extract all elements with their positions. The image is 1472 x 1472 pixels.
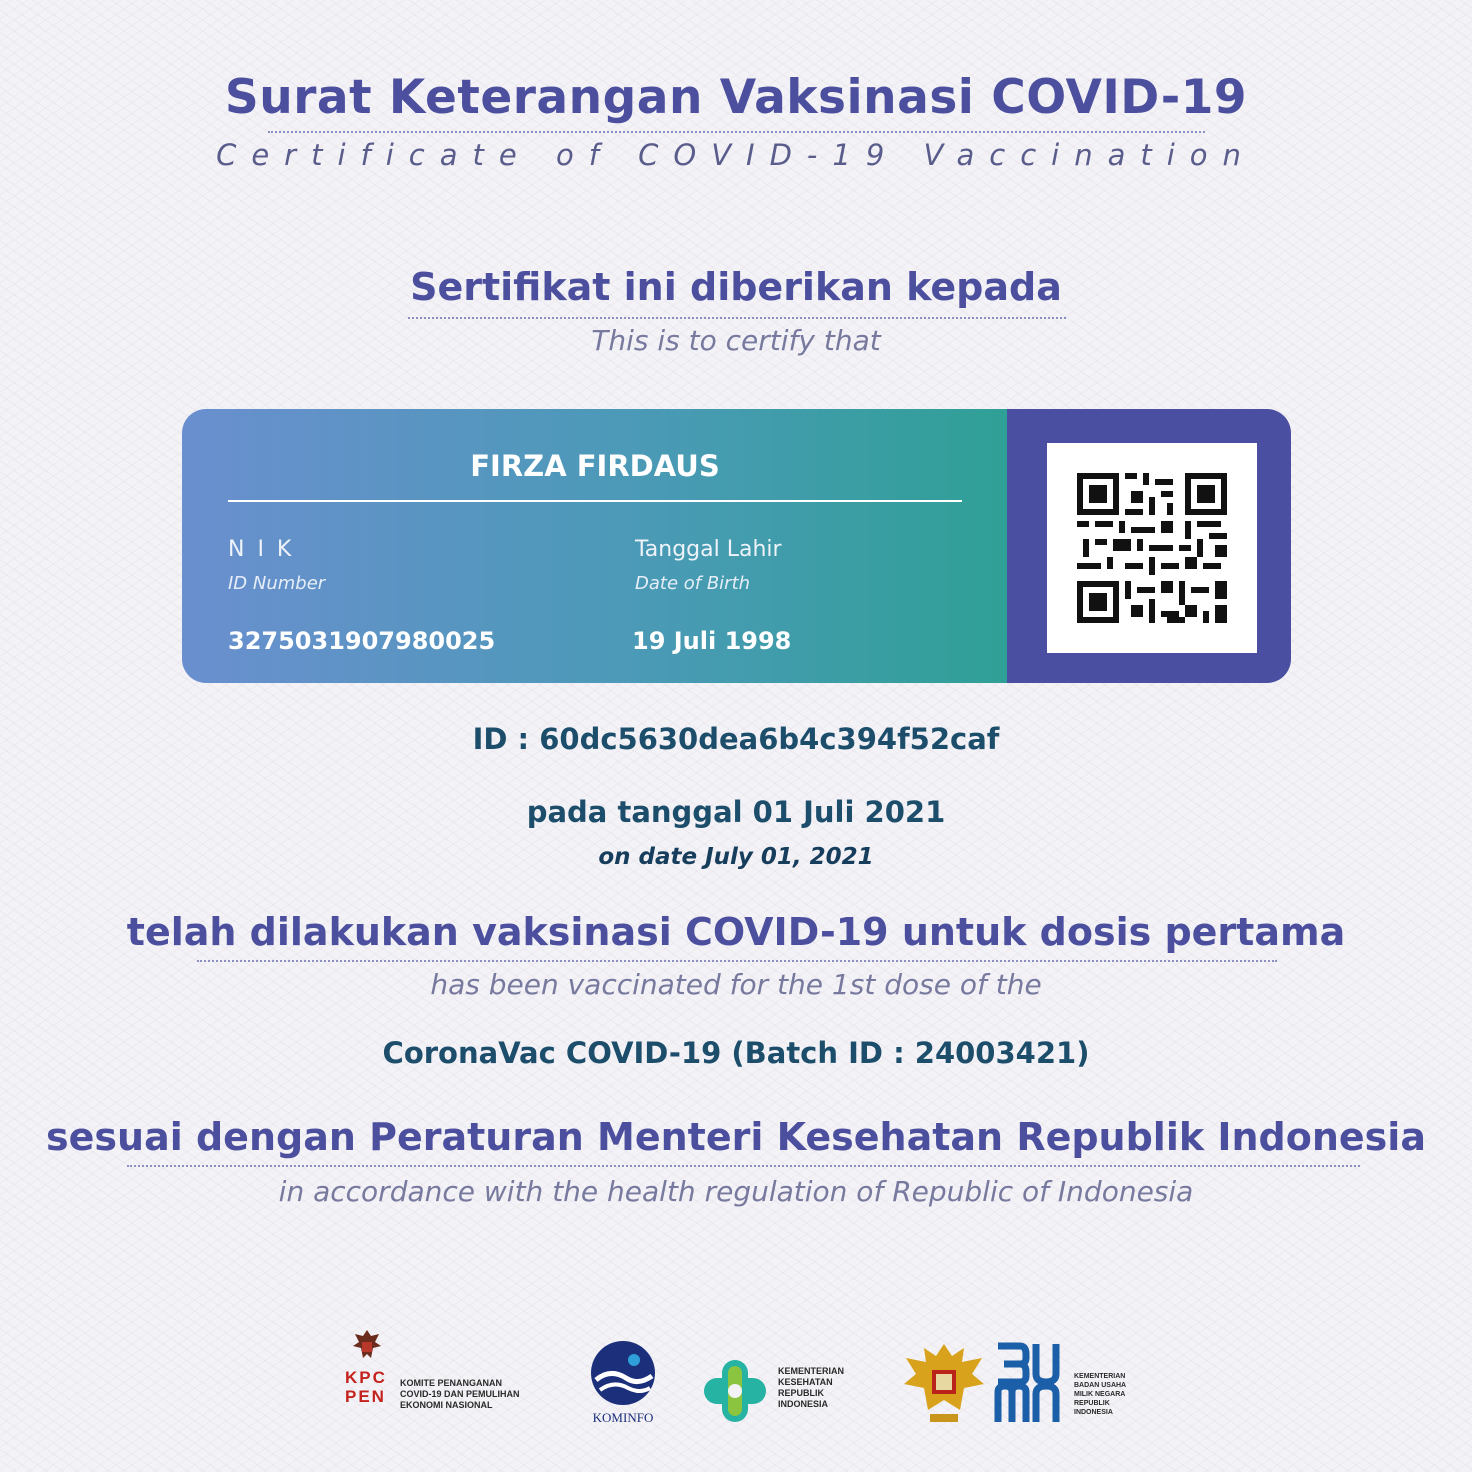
kpcpen-text-1: KOMITE PENANGANAN [400,1378,503,1388]
kemenkes-logo [700,1352,870,1428]
bumn-text-2: BADAN USAHA [1074,1382,1127,1389]
bumn-text-4: REPUBLIK [1074,1400,1110,1407]
qr-panel [1007,409,1291,683]
name-underline [228,500,962,502]
garuda-icon [902,1340,986,1428]
kpcpen-line1: KPC [345,1368,387,1387]
nik-label: N I K [228,537,295,562]
title-divider [268,131,1205,133]
vaccinated-statement: telah dilakukan vaksinasi COVID-19 untuk dosis pertama [126,910,1346,954]
garuda-small-icon [349,1328,385,1364]
certificate-id: ID : 60dc5630dea6b4c394f52caf [472,722,1000,756]
nik-sublabel: ID Number [228,573,326,594]
qr-code-icon [1047,443,1257,653]
kemenkes-emblem-icon [700,1356,770,1426]
recipient-card [182,409,1291,683]
kpcpen-line2: PEN [345,1387,386,1406]
dob-label: Tanggal Lahir [635,537,782,562]
bumn-text-5: INDONESIA [1074,1409,1113,1416]
kpcpen-text-3: EKONOMI NASIONAL [400,1400,493,1410]
certify-subheading: This is to certify that [591,324,881,357]
bumn-emblem-icon [994,1340,1064,1426]
bumn-logo [994,1340,1144,1428]
kpcpen-logo [343,1328,543,1428]
nik-value: 3275031907980025 [228,627,496,655]
kemenkes-text-1: KEMENTERIAN [778,1366,845,1376]
kominfo-label: KOMINFO [592,1410,654,1425]
kominfo-emblem-icon [588,1338,658,1408]
recipient-info-panel [182,409,1007,683]
dob-sublabel: Date of Birth [635,573,751,594]
certificate-subtitle: Certificate of COVID-19 Vaccination [216,138,1256,172]
vaccination-date: pada tanggal 01 Juli 2021 [526,795,946,829]
regulation-statement-sub: in accordance with the health regulation of Republic of Indonesia [278,1175,1194,1208]
vaccinated-statement-sub: has been vaccinated for the 1st dose of the [430,968,1042,1001]
kemenkes-text-3: REPUBLIK [778,1388,825,1398]
vaccination-date-sub: on date July 01, 2021 [598,844,874,870]
certify-heading: Sertifikat ini diberikan kepada [410,265,1062,309]
qr-code-box[interactable] [1047,443,1257,653]
bumn-text-1: KEMENTERIAN [1074,1373,1126,1380]
garuda-pancasila-logo [902,1340,986,1428]
kemenkes-text-4: INDONESIA [778,1399,829,1409]
bumn-text-3: MILIK NEGARA [1074,1391,1126,1398]
kominfo-logo [580,1338,666,1430]
recipient-name: FIRZA FIRDAUS [470,449,720,483]
certify-divider [408,317,1066,319]
dob-value: 19 Juli 1998 [632,627,792,655]
regulation-statement: sesuai dengan Peraturan Menteri Kesehatan Republik Indonesia [46,1115,1426,1159]
kpcpen-text-2: COVID-19 DAN PEMULIHAN [400,1389,520,1399]
regulation-divider [127,1165,1360,1167]
kemenkes-text-2: KESEHATAN [778,1377,833,1387]
vaccinated-divider [197,960,1277,962]
certificate-title: Surat Keterangan Vaksinasi COVID-19 [224,70,1248,125]
vaccine-name: CoronaVac COVID-19 (Batch ID : 24003421) [382,1036,1090,1070]
